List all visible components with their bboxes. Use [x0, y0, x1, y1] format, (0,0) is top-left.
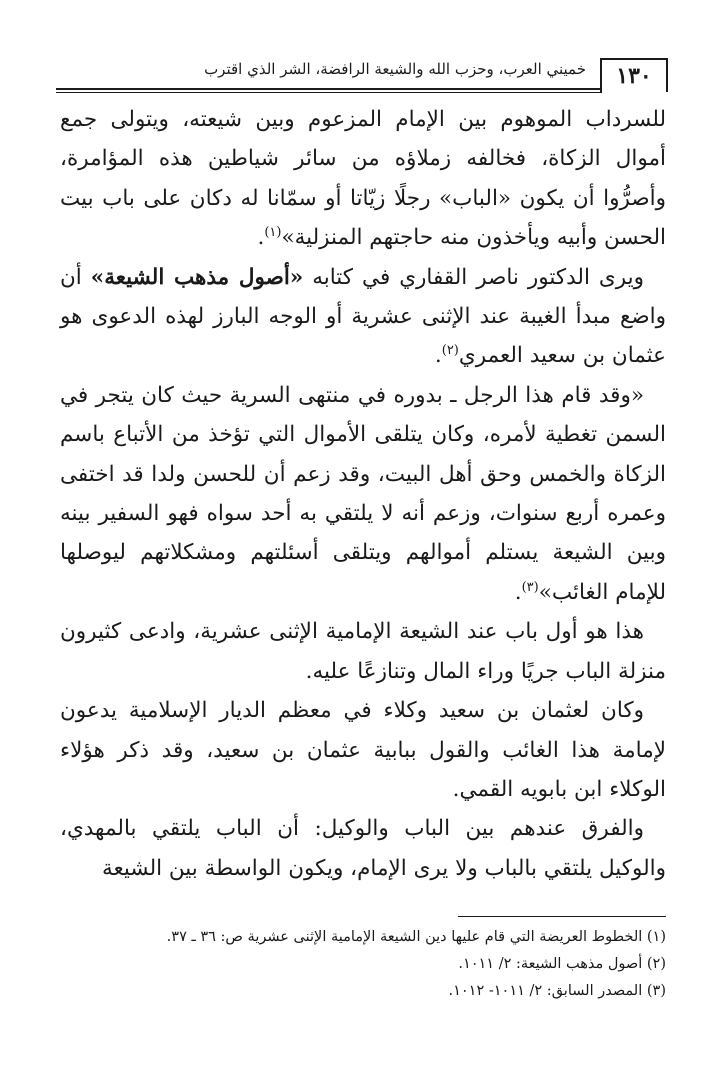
- body-text: [60, 100, 666, 888]
- paragraph-3-text: «وقد قام هذا الرجل ـ بدوره في منتهى السرية حيث كان يتجر في السمن تغطية لأمره، وكان يتلقى الأموال التي تؤخذ من الأتباع باسم الزكاة والخمس وحق أهل البيت، وقد زعم أن للحسن ولدا قد اختفى وعمره أربع سنوات، وزعم أنه لا يلتقي به أحد سواه فهو السفير بينه وبين الشيعة يستلم أموالهم ويتلقى أسئلتهم ومشكلاتهم ليوصلها للإمام الغائب»: [60, 382, 666, 605]
- paragraph-2-text-a: ويرى الدكتور ناصر القفاري في كتابه: [303, 264, 644, 290]
- footnotes: [60, 924, 666, 1005]
- paragraph-3-end: .: [514, 579, 522, 605]
- footnote-2: (٢) أصول مذهب الشيعة: ٢/ ١٠١١.: [458, 956, 666, 972]
- paragraph-2-text-b: أن واضع مبدأ الغيبة عند الإثنى عشرية أو الوجه البارز لهذه الدعوى هو عثمان بن سعيد العمري: [60, 264, 666, 369]
- footnote-3: (٣) المصدر السابق: ٢/ ١٠١١- ١٠١٢.: [448, 983, 666, 999]
- paragraph-1-text: للسرداب الموهوم بين الإمام المزعوم وبين شيعته، ويتولى جمع أموال الزكاة، فخالفه زملاؤه من سائر شياطين هذه المؤامرة، وأصرُّوا أن يكون «الباب» رجلًا زيّاتا أو سمّانا له دكان على باب بيت الحسن وأبيه ويأخذون منه حاجتهم المنزلية»: [60, 107, 666, 251]
- paragraph-1: [60, 100, 666, 258]
- header-rule: [56, 88, 602, 90]
- header-rule-thin: [56, 92, 602, 93]
- book-title: «أصول مذهب الشيعة»: [90, 264, 304, 290]
- paragraph-6: والفرق عندهم بين الباب والوكيل: أن الباب يلتقي بالمهدي، والوكيل يلتقي بالباب ولا يرى الإمام، ويكون الواسطة بين الشيعة: [60, 816, 666, 881]
- footnote-1: (١) الخطوط العريضة التي قام عليها دين الشيعة الإمامية الإثنى عشرية ص: ٣٦ ـ ٣٧.: [166, 929, 666, 945]
- paragraph-1-end: .: [257, 225, 265, 251]
- paragraph-2: [60, 258, 666, 376]
- page-header: [56, 52, 668, 90]
- paragraph-3: [60, 376, 666, 612]
- page-number: ١٣٠: [600, 58, 668, 92]
- footnote-ref-3[interactable]: (٣): [521, 579, 539, 595]
- paragraph-4: هذا هو أول باب عند الشيعة الإمامية الإثنى عشرية، وادعى كثيرون منزلة الباب جريًا وراء المال وتنازعًا عليه.: [60, 619, 666, 684]
- footnote-ref-2[interactable]: (٢): [441, 343, 459, 359]
- footnote-ref-1[interactable]: (١): [264, 225, 282, 241]
- paragraph-2-end: .: [434, 343, 442, 369]
- footnote-rule: [458, 916, 666, 917]
- paragraph-5: وكان لعثمان بن سعيد وكلاء في معظم الديار الإسلامية يدعون لإمامة هذا الغائب والقول ببابية عثمان بن سعيد، وقد ذكر هؤلاء الوكلاء ابن بابويه القمي.: [60, 698, 666, 802]
- running-title: خميني العرب، وحزب الله والشيعة الرافضة، الشر الذي اقترب: [204, 60, 586, 78]
